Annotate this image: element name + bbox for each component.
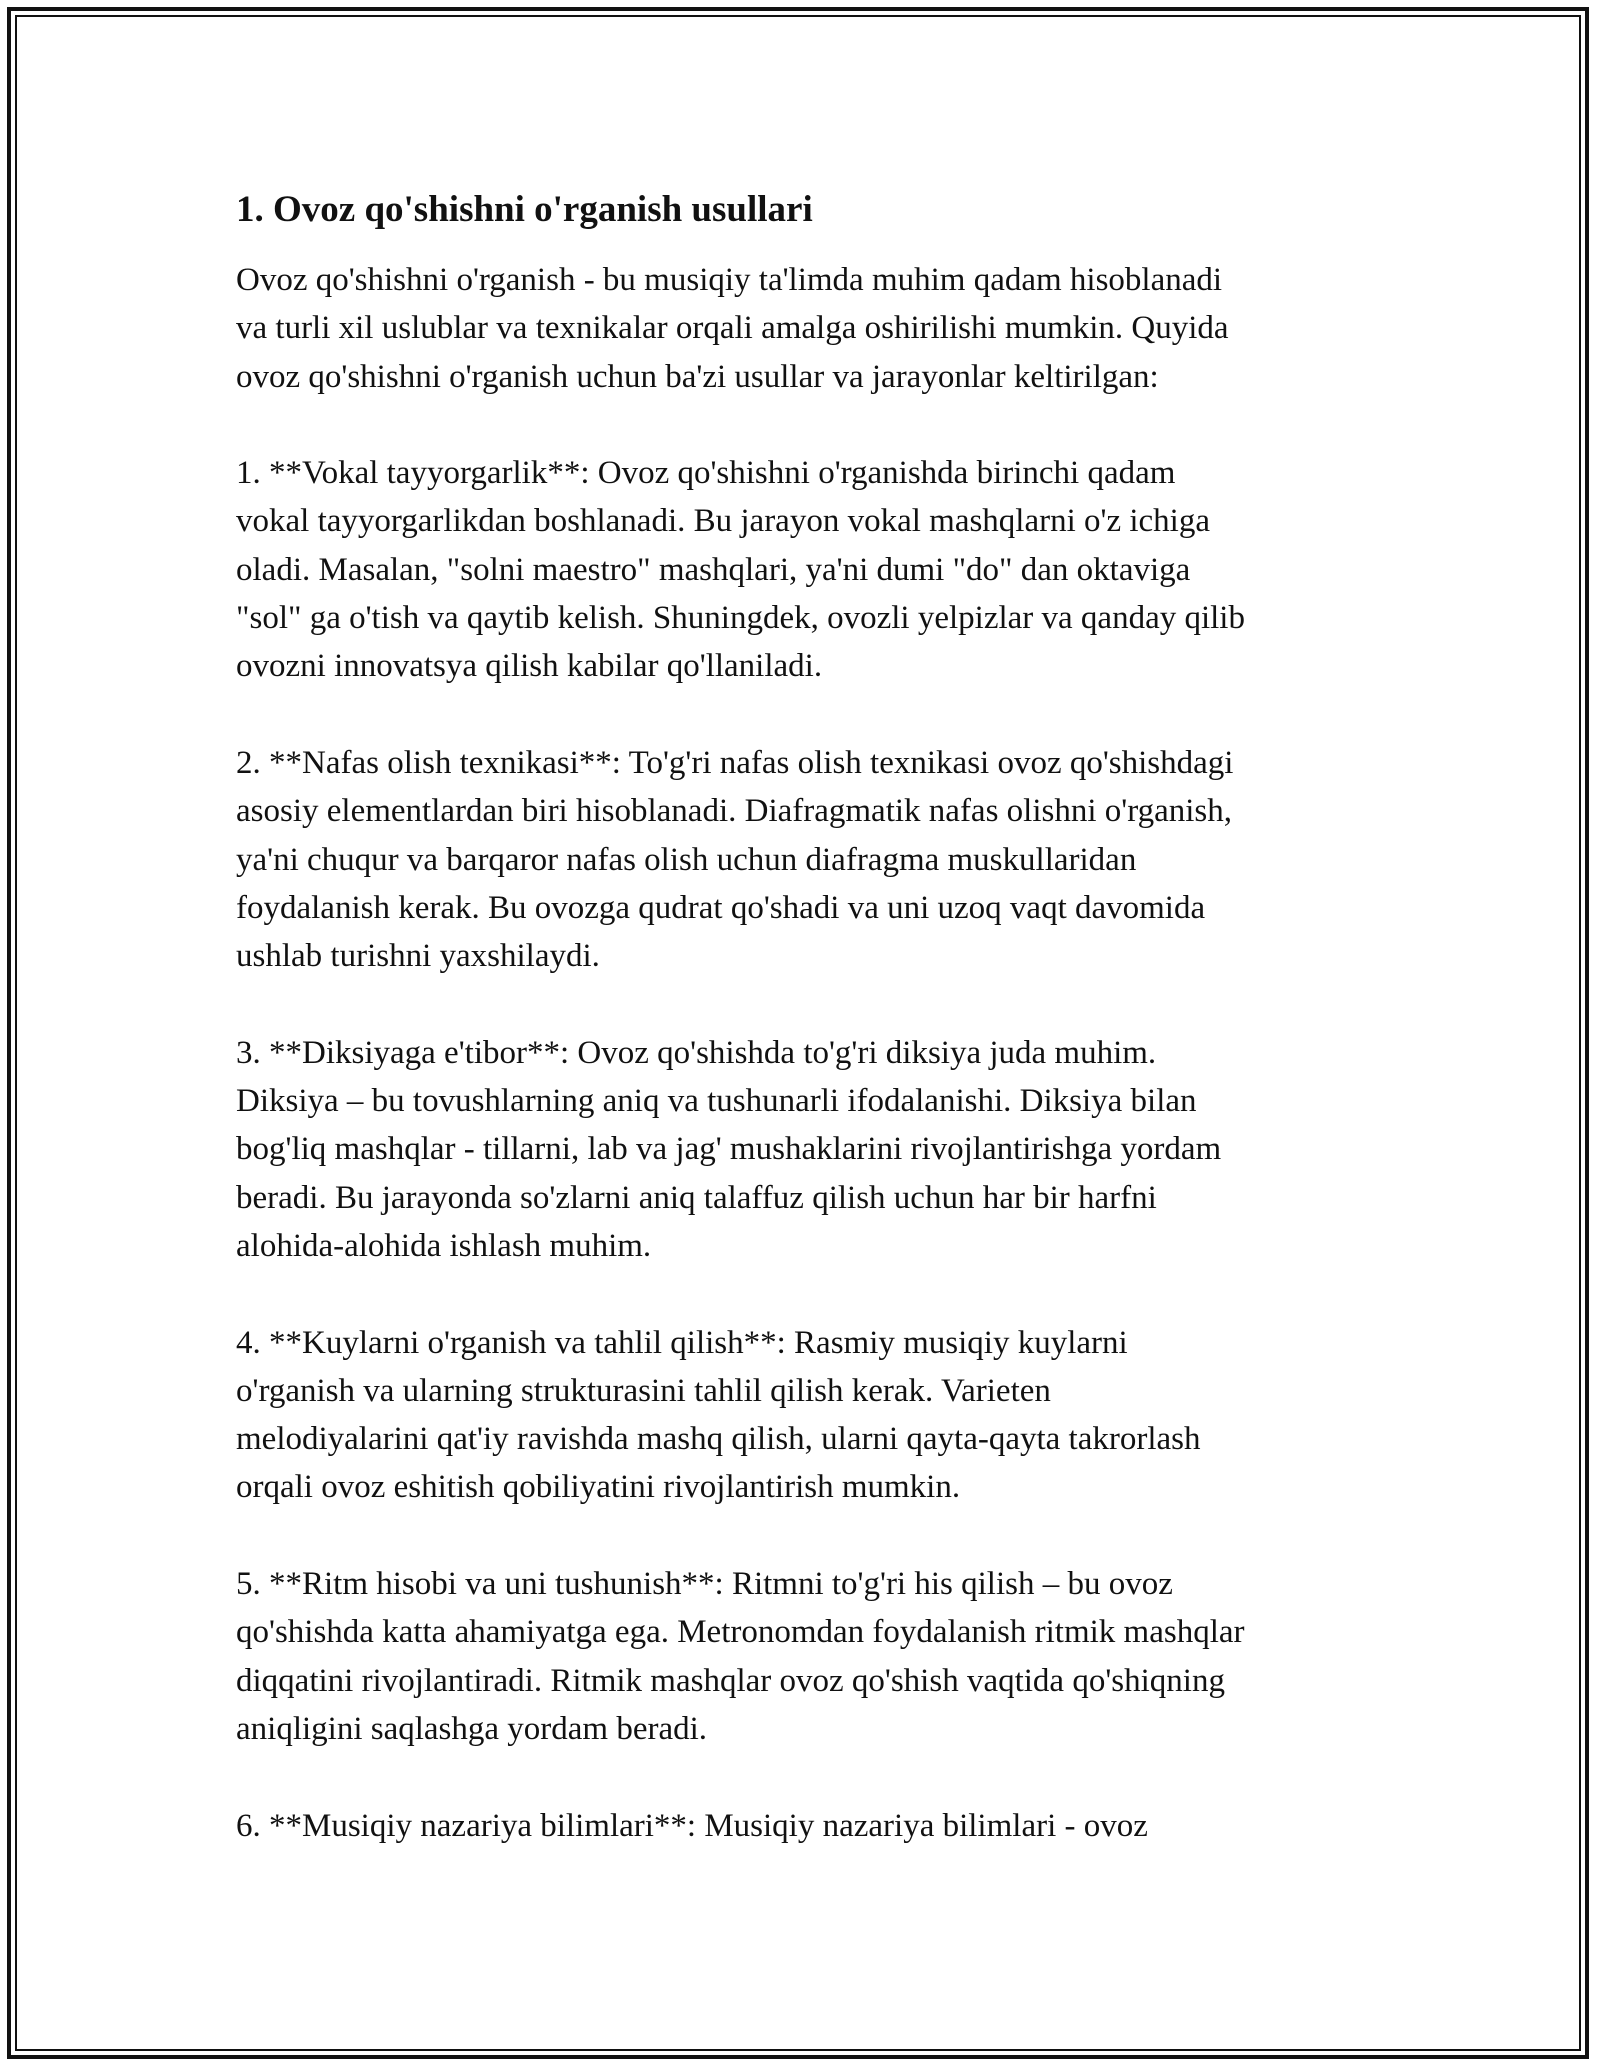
paragraph-line: 3. **Diksiyaga e'tibor**: Ovoz qo'shishda to'g'ri diksiya juda muhim.	[236, 1034, 1157, 1071]
paragraph-line: 4. **Kuylarni o'rganish va tahlil qilish**: Rasmiy musiqiy kuylarni	[236, 1324, 1128, 1361]
paragraph-line: ovoz qo'shishni o'rganish uchun ba'zi usullar va jarayonlar keltirilgan:	[236, 358, 1159, 395]
paragraph-line: foydalanish kerak. Bu ovozga qudrat qo'shadi va uni uzoq vaqt davomida	[236, 889, 1206, 926]
paragraph-line: ya'ni chuqur va barqaror nafas olish uchun diafragma muskullaridan	[236, 841, 1137, 878]
paragraph-line: bog'liq mashqlar - tillarni, lab va jag' mushaklarini rivojlantirishga yordam	[236, 1131, 1222, 1168]
paragraph-line: va turli xil uslublar va texnikalar orqali amalga oshirilishi mumkin. Quyida	[236, 310, 1229, 347]
paragraph-line: Diksiya – bu tovushlarning aniq va tushunarli ifodalanishi. Diksiya bilan	[236, 1083, 1197, 1120]
document-title: 1. Ovoz qo'shishni o'rganish usullari	[236, 189, 813, 230]
list-item-breathing-technique	[236, 739, 1376, 980]
list-item-vocal-preparation	[236, 449, 1376, 690]
paragraph-line: melodiyalarini qat'iy ravishda mashq qilish, ularni qayta-qayta takrorlash	[236, 1421, 1201, 1458]
paragraph-line: oladi. Masalan, "solni maestro" mashqlari, ya'ni dumi "do" dan oktaviga	[236, 551, 1191, 588]
paragraph-gap	[236, 980, 1376, 1028]
paragraph-line: "sol" ga o'tish va qaytib kelish. Shuningdek, ovozli yelpizlar va qanday qilib	[236, 600, 1245, 637]
list-item-melodies-analysis	[236, 1319, 1376, 1512]
paragraph-line: 5. **Ritm hisobi va uni tushunish**: Ritmni to'g'ri his qilish – bu ovoz	[236, 1566, 1173, 1603]
paragraph-line: 2. **Nafas olish texnikasi**: To'g'ri nafas olish texnikasi ovoz qo'shishdagi	[236, 744, 1234, 781]
paragraph-gap	[236, 1512, 1376, 1560]
paragraph-line: asosiy elementlardan biri hisoblanadi. Diafragmatik nafas olishni o'rganish,	[236, 793, 1233, 830]
list-item-diction	[236, 1029, 1376, 1270]
paragraph-line: alohida-alohida ishlash muhim.	[236, 1227, 652, 1264]
paragraph-line: o'rganish va ularning strukturasini tahlil qilish kerak. Varieten	[236, 1372, 1051, 1409]
list-item-rhythm	[236, 1560, 1376, 1753]
paragraph-gap	[236, 691, 1376, 739]
paragraph-line: 1. **Vokal tayyorgarlik**: Ovoz qo'shishni o'rganishda birinchi qadam	[236, 455, 1176, 492]
paragraph-line: ushlab turishni yaxshilaydi.	[236, 938, 600, 975]
paragraph-line: Ovoz qo'shishni o'rganish - bu musiqiy ta'limda muhim qadam hisoblanadi	[236, 262, 1223, 298]
paragraph-line: diqqatini rivojlantiradi. Ritmik mashqlar ovoz qo'shish vaqtida qo'shiqning	[236, 1662, 1225, 1699]
paragraph-line: beradi. Bu jarayonda so'zlarni aniq talaffuz qilish uchun har bir harfni	[236, 1179, 1157, 1216]
paragraph-gap	[236, 1753, 1376, 1801]
paragraph-line: orqali ovoz eshitish qobiliyatini rivojlantirish mumkin.	[236, 1469, 961, 1506]
paragraph-gap	[236, 1270, 1376, 1318]
paragraph-gap	[236, 401, 1376, 449]
intro-paragraph	[236, 256, 1376, 401]
paragraph-line: vokal tayyorgarlikdan boshlanadi. Bu jarayon vokal mashqlarni o'z ichiga	[236, 503, 1210, 540]
document-body	[236, 186, 1376, 1850]
paragraph-line: 6. **Musiqiy nazariya bilimlari**: Musiqiy nazariya bilimlari - ovoz	[236, 1807, 1148, 1844]
list-item-music-theory	[236, 1802, 1376, 1850]
paragraph-line: ovozni innovatsya qilish kabilar qo'llaniladi.	[236, 648, 823, 685]
paragraph-line: aniqligini saqlashga yordam beradi.	[236, 1710, 708, 1747]
paragraph-line: qo'shishda katta ahamiyatga ega. Metronomdan foydalanish ritmik mashqlar	[236, 1614, 1245, 1651]
